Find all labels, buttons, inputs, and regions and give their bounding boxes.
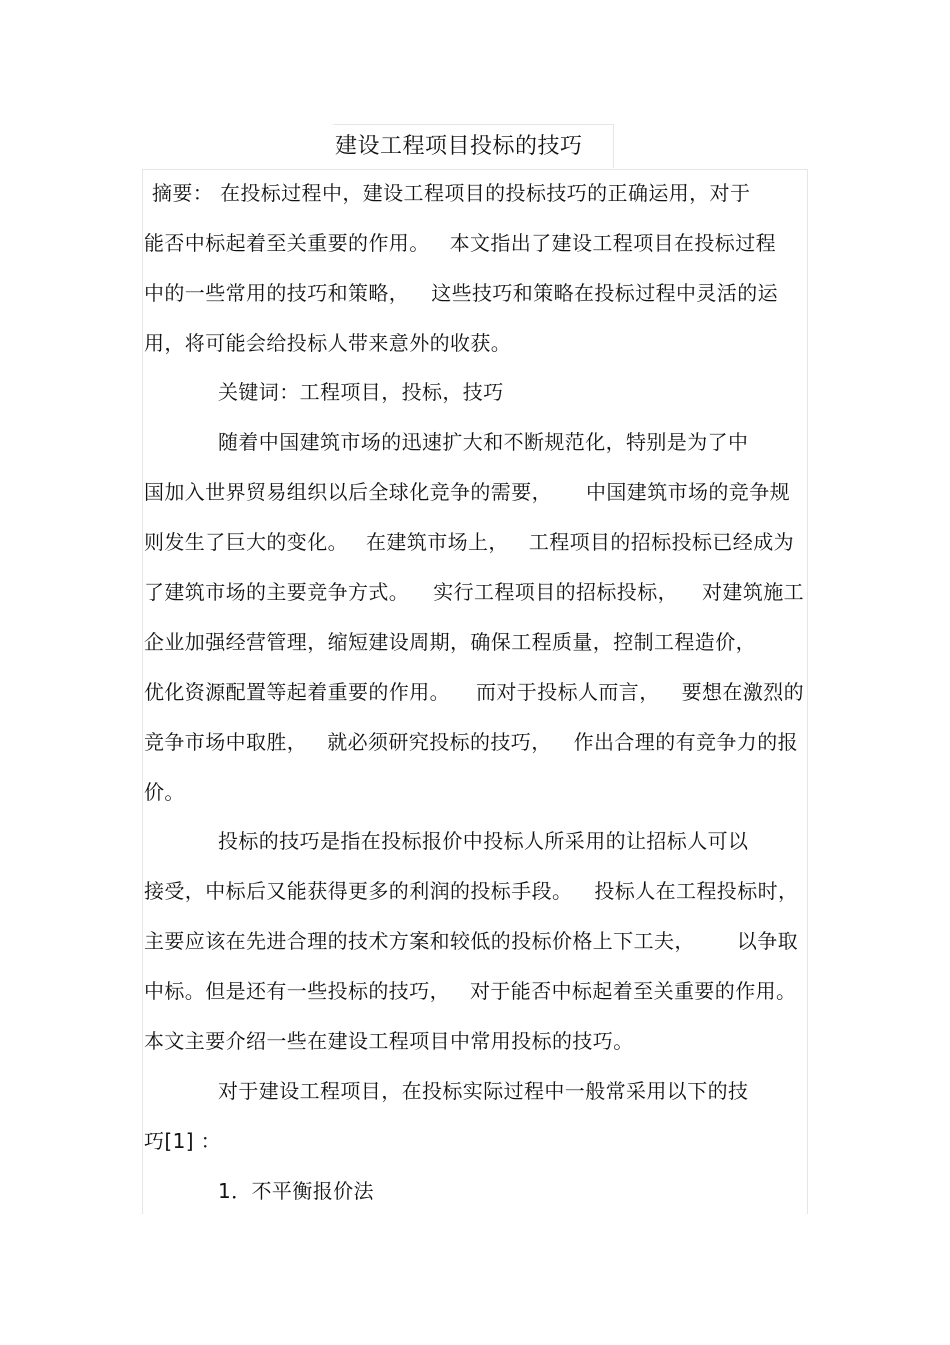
text-segment: 投标的技巧是指在投标报价中投标人所采用的让招标人可以 bbox=[218, 829, 749, 853]
text-segment: 中的一些常用的技巧和策略， bbox=[144, 281, 410, 305]
text-segment: 工程项目的招标投标已经成为 bbox=[528, 530, 795, 554]
text-segment: 巧[1] ： bbox=[144, 1129, 222, 1153]
text-segment: 就必须研究投标的技巧， bbox=[327, 730, 552, 754]
text-segment: 对于建设工程项目，在投标实际过程中一般常采用以下的技 bbox=[218, 1079, 749, 1103]
para1-line-5 bbox=[144, 629, 756, 655]
para1-line-8 bbox=[144, 779, 185, 805]
para3-line-2 bbox=[144, 1128, 221, 1154]
text-segment: 优化资源配置等起着重要的作用。 bbox=[144, 680, 450, 704]
document-title: 建设工程项目投标的技巧 bbox=[335, 134, 583, 159]
text-segment: 摘要： 在投标过程中，建设工程项目的投标技巧的正确运用，对于 bbox=[152, 181, 751, 205]
section-heading bbox=[218, 1178, 374, 1204]
text-segment: 投标人在工程投标时， bbox=[594, 879, 799, 903]
para1-line-2 bbox=[144, 479, 790, 505]
text-segment: 用，将可能会给投标人带来意外的收获。 bbox=[144, 331, 512, 355]
para1-line-1 bbox=[218, 429, 748, 455]
text-segment: 了建筑市场的主要竞争方式。 bbox=[144, 580, 410, 604]
para2-line-3 bbox=[144, 928, 798, 954]
text-segment: 本文指出了建设工程项目在投标过程 bbox=[449, 231, 777, 255]
text-segment: 这些技巧和策略在投标过程中灵活的运 bbox=[431, 281, 779, 305]
para2-line-1 bbox=[218, 828, 748, 854]
text-segment: 中标。但是还有一些投标的技巧， bbox=[144, 979, 450, 1003]
text-segment: 而对于投标人而言， bbox=[476, 680, 660, 704]
text-segment: 对建筑施工 bbox=[702, 580, 805, 604]
para2-line-4 bbox=[144, 978, 796, 1004]
abstract-line-3 bbox=[144, 280, 778, 306]
text-segment: 在建筑市场上， bbox=[366, 530, 509, 554]
para1-line-6 bbox=[144, 679, 804, 705]
para2-line-5 bbox=[144, 1028, 634, 1054]
text-segment: 1．不平衡报价法 bbox=[218, 1179, 374, 1203]
text-segment: 以争取 bbox=[736, 929, 799, 953]
abstract-line-2 bbox=[144, 230, 776, 256]
abstract-line-1 bbox=[152, 180, 750, 206]
text-segment: 要想在激烈的 bbox=[681, 680, 805, 704]
text-segment: 接受，中标后又能获得更多的利润的投标手段。 bbox=[144, 879, 573, 903]
text-segment: 主要应该在先进合理的技术方案和较低的投标价格上下工夫， bbox=[144, 929, 695, 953]
keywords-line bbox=[218, 379, 504, 405]
title-box bbox=[333, 124, 614, 168]
para1-line-7 bbox=[144, 729, 798, 755]
text-segment: 企业加强经营管理，缩短建设周期，确保工程质量，控制工程造价， bbox=[144, 630, 756, 654]
para2-line-2 bbox=[144, 878, 798, 904]
text-segment: 本文主要介绍一些在建设工程项目中常用投标的技巧。 bbox=[144, 1029, 634, 1053]
text-segment: 则发生了巨大的变化。 bbox=[144, 530, 348, 554]
text-segment: 价。 bbox=[144, 780, 185, 804]
text-segment: 能否中标起着至关重要的作用。 bbox=[144, 231, 430, 255]
text-segment: 实行工程项目的招标投标， bbox=[433, 580, 679, 604]
text-segment: 关键词：工程项目，投标，技巧 bbox=[218, 380, 504, 404]
para1-line-4 bbox=[144, 579, 804, 605]
text-segment: 中国建筑市场的竞争规 bbox=[586, 480, 790, 504]
abstract-line-4 bbox=[144, 330, 511, 356]
text-segment: 作出合理的有竞争力的报 bbox=[573, 730, 799, 754]
text-segment: 竞争市场中取胜， bbox=[144, 730, 308, 754]
para1-line-3 bbox=[144, 529, 794, 555]
text-segment: 对于能否中标起着至关重要的作用。 bbox=[470, 979, 797, 1003]
para3-line-1 bbox=[218, 1078, 748, 1104]
text-segment: 随着中国建筑市场的迅速扩大和不断规范化，特别是为了中 bbox=[218, 430, 749, 454]
text-segment: 国加入世界贸易组织以后全球化竞争的需要， bbox=[144, 480, 552, 504]
